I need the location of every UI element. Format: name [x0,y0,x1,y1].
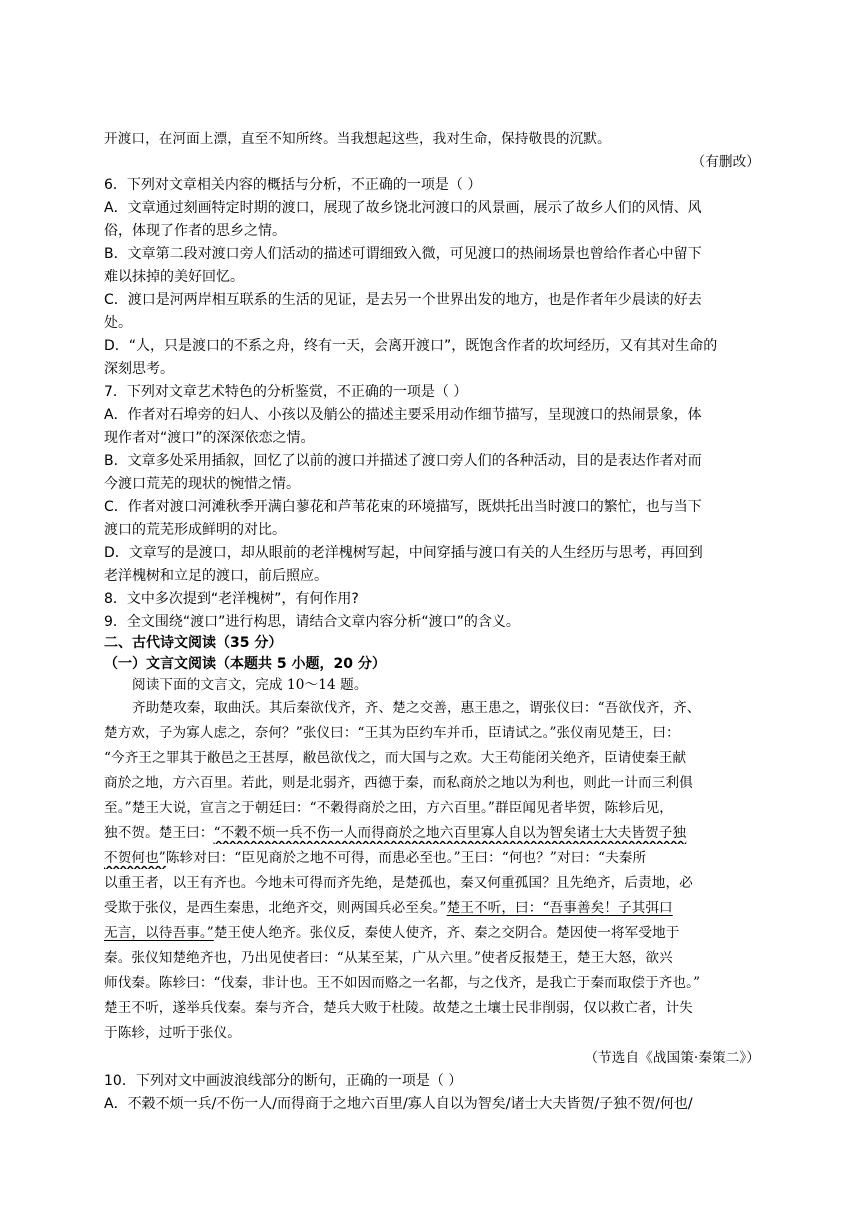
classical-text-line [104,847,760,869]
classical-text-line: 商於之地，方六百里。若此，则是北弱齐，西德于秦，而私商於之地以为利也，则此一计而三利俱 [104,775,693,791]
wavy-underlined-text: 不贺何也” [104,850,166,866]
q7-option-c-line1: C．作者对渡口河滩秋季开满白蓼花和芦苇花束的环境描写，既烘托出当时渡口的繁忙，也与当下 [104,499,702,515]
source-citation: （节选自《战国策·秦策二》） [584,1050,760,1066]
question-10: 10．下列对文中画波浪线部分的断句，正确的一项是（ ） [104,1073,463,1089]
q6-option-b-line1: B．文章第二段对渡口旁人们活动的描述可谓细致入微，可见渡口的热闹场景也曾给作者心中留下 [104,246,702,262]
underlined-text: 楚王不听，曰：“吾事善矣！子其弭口 [446,900,673,916]
q6-option-c-line2: 处。 [104,315,132,331]
q7-option-a-line1: A．作者对石埠旁的妇人、小孩以及艄公的描述主要采用动作细节描写，呈现渡口的热闹景象，体 [104,407,702,423]
wavy-underlined-text: “不穀不烦一兵不伤一人而得商於之地六百里寡人自以为智矣诸士大夫皆贺子独 [213,825,687,841]
classical-text-line: 楚方欢，子为寡人虑之，奈何？”张仪曰：“王其为臣约车并币，臣请试之。”张仪南见楚王，曰： [104,725,680,741]
text-plain: 楚王使人绝齐。张仪反，秦使人使齐，齐、秦之交阴合。楚因使一将军受地于 [213,925,680,941]
q7-option-c-line2: 渡口的荒芜形成鲜明的对比。 [104,522,286,538]
q7-option-a-line2: 现作者对“渡口”的深深依恋之情。 [104,430,315,446]
subsection-heading: （一）文言文阅读（本题共 5 小题，20 分） [104,656,386,672]
q6-option-b-line2: 难以抹掉的美好回忆。 [104,269,244,285]
text-plain: 受欺于张仪，是西生秦患，北绝齐交，则两国兵必至矣。” [104,900,447,916]
q6-option-a-line1: A．文章通过刻画特定时期的渡口，展现了故乡饶北河渡口的风景画，展示了故乡人们的风情、风 [104,200,702,216]
classical-text-line [104,922,760,944]
classical-text-line: 齐助楚攻秦，取曲沃。其后秦欲伐齐，齐、楚之交善，惠王患之，谓张仪曰：“吾欲伐齐，齐、 [132,700,701,716]
classical-text-line [104,822,760,844]
q7-option-d-line1: D．文章写的是渡口，却从眼前的老洋槐树写起，中间穿插与渡口有关的人生经历与思考，再回到 [104,545,703,561]
classical-text-line: 秦。张仪知楚绝齐也，乃出见使者曰：“从某至某，广从六里。”使者反报楚王，楚王大怒，欲兴 [104,950,673,966]
underlined-text: 无言，以待吾事。” [104,925,214,941]
source-note: （有删改） [691,154,760,170]
classical-text-line: “今齐王之罪其于敝邑之王甚厚，敝邑欲伐之，而大国与之欢。大王苟能闭关绝齐，臣请使秦王献 [104,750,687,766]
classical-text-line: 师伐秦。陈轸曰：“伐秦，非计也。王不如因而赂之一名都，与之伐齐，是我亡于秦而取偿于齐也。” [104,975,701,991]
classical-text-line [104,897,760,919]
question-6: 6．下列对文章相关内容的概括与分析，不正确的一项是（ ） [104,177,482,193]
q6-option-c-line1: C．渡口是河两岸相互联系的生活的见证，是去另一个世界出发的地方，也是作者年少晨读的好去 [104,292,702,308]
question-8: 8．文中多次提到“老洋槐树”，有何作用? [104,591,359,607]
q10-option-a: A．不穀不烦一兵/不伤一人/而得商于之地六百里/寡人自以为智矣/诸士大夫皆贺/子独不贺/何也/ [104,1096,693,1112]
question-7: 7．下列对文章艺术特色的分析鉴赏，不正确的一项是（ ） [104,384,468,400]
text-plain: 独不贺。楚王曰： [104,825,214,841]
q6-option-d-line1: D．“人，只是渡口的不系之舟，终有一天，会离开渡口”，既饱含作者的坎坷经历，又有其对生命的 [104,338,718,354]
q7-option-b-line2: 今渡口荒芜的现状的惋惜之情。 [104,476,300,492]
classical-text-line: 楚王不听，遂举兵伐秦。秦与齐合，楚兵大败于杜陵。故楚之土壤士民非削弱，仅以救亡者，计失 [104,1000,693,1016]
section-heading: 二、古代诗文阅读（35 分） [104,635,283,651]
text-plain: 陈轸对曰：“臣见商於之地不可得，而患必至也。”王曰：“何也？”对曰：“夫秦所 [165,850,647,866]
q6-option-d-line2: 深刻思考。 [104,361,174,377]
passage-ending: 开渡口，在河面上漂，直至不知所终。当我想起这些，我对生命，保持敬畏的沉默。 [104,131,611,147]
classical-text-line: 以重王者，以王有齐也。今地未可得而齐先绝，是楚孤也，秦又何重孤国？且先绝齐，后责地，必 [104,875,693,891]
q7-option-d-line2: 老洋槐树和立足的渡口，前后照应。 [104,568,328,584]
q7-option-b-line1: B．文章多处采用插叙，回忆了以前的渡口并描述了渡口旁人们的各种活动，目的是表达作者对而 [104,453,702,469]
classical-text-line: 至。”楚王大说，宣言之于朝廷曰：“不穀得商於之田，方六百里。”群臣闻见者毕贺，陈轸后见， [104,800,673,816]
question-9: 9．全文围绕“渡口”进行构思，请结合文章内容分析“渡口”的含义。 [104,614,520,630]
classical-text-line: 于陈轸，过听于张仪。 [104,1025,241,1041]
q6-option-a-line2: 俗，体现了作者的思乡之情。 [104,223,286,239]
reading-instruction: 阅读下面的文言文，完成 10～14 题。 [132,677,368,693]
